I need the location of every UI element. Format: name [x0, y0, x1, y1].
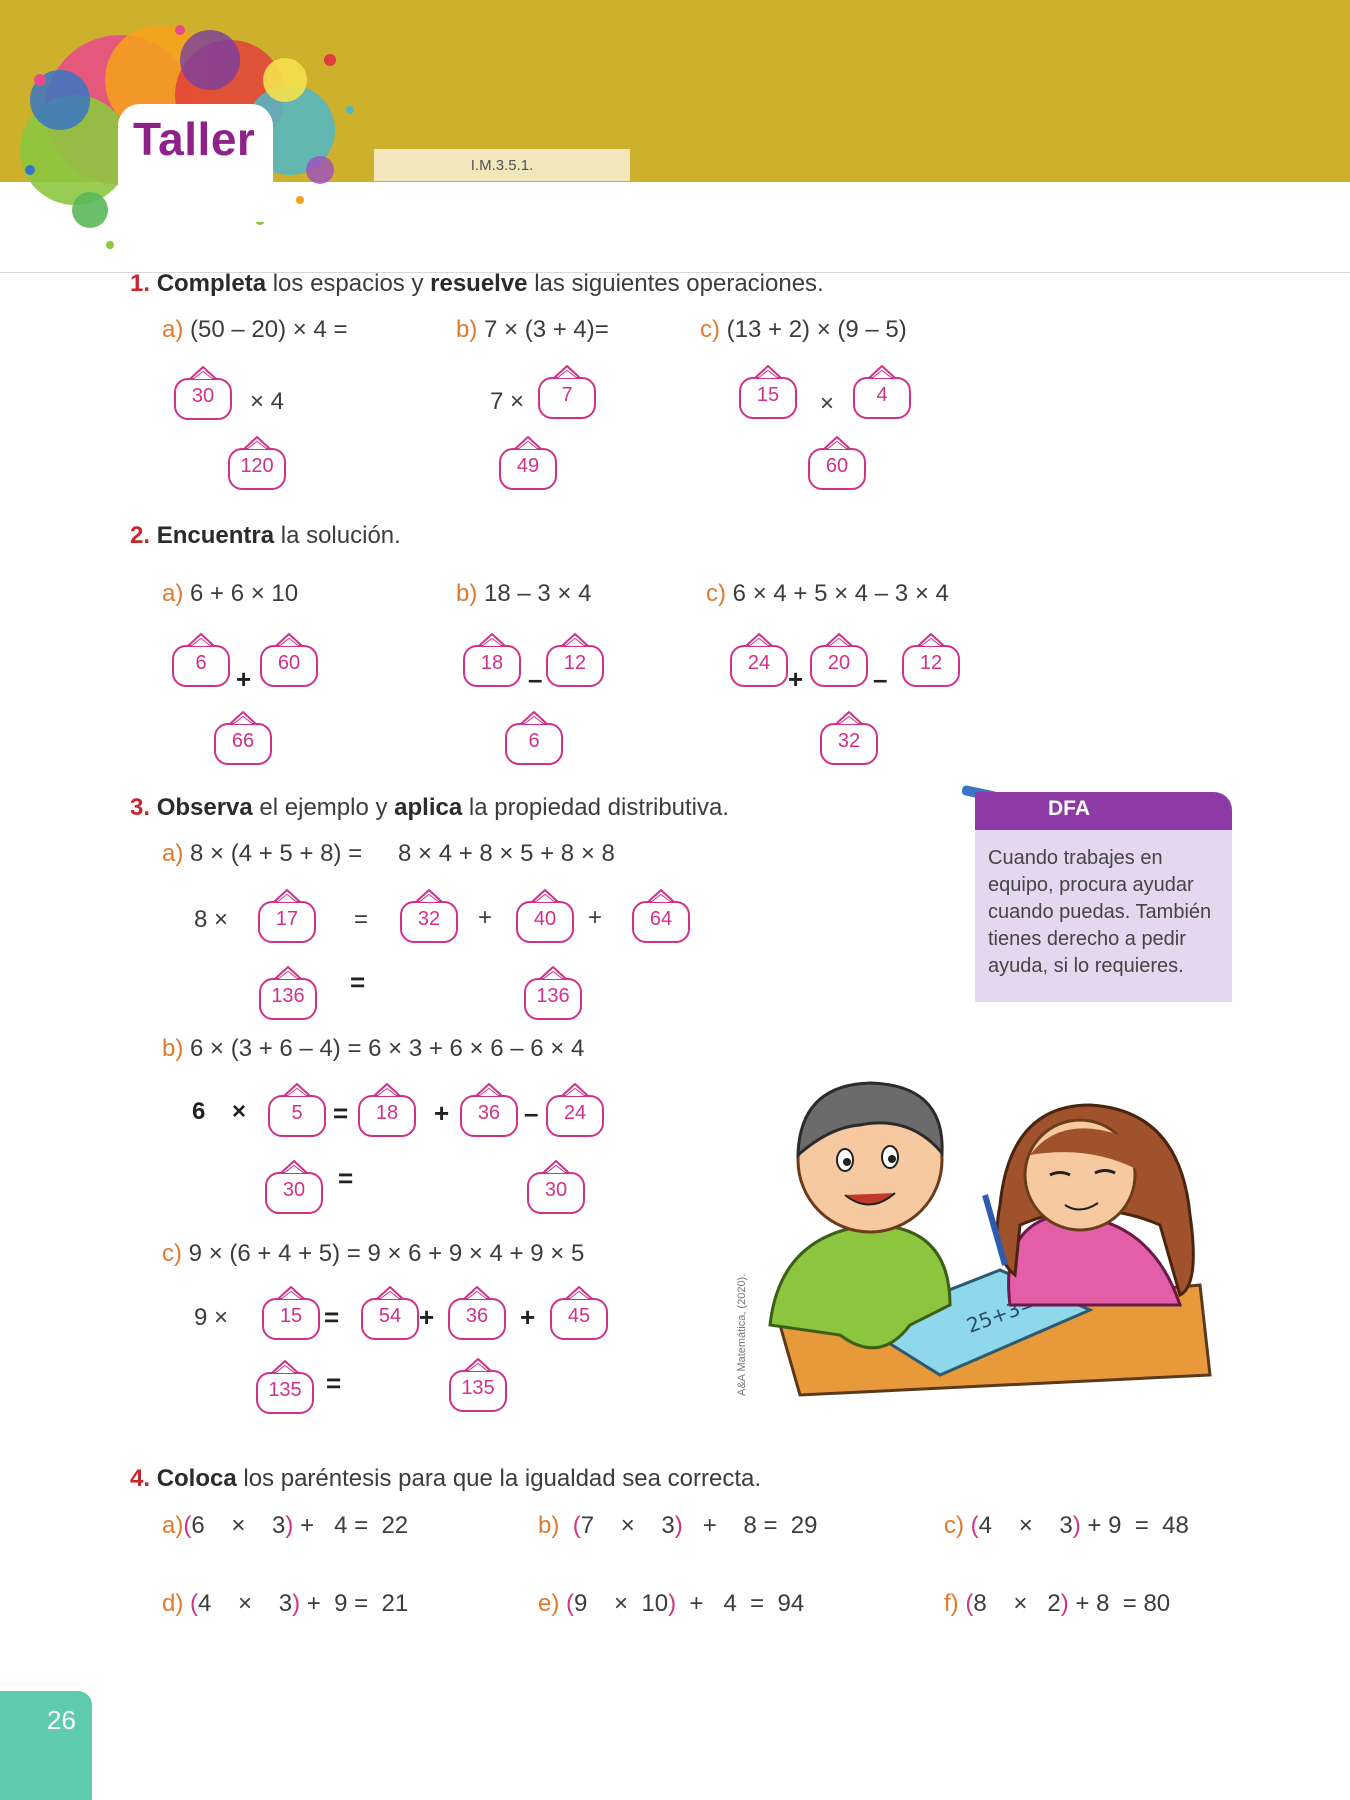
operator: =	[333, 1098, 349, 1128]
answer-bubble: 36	[458, 1080, 520, 1140]
q3b-expression: b) 6 × (3 + 6 – 4) = 6 × 3 + 6 × 6 – 6 × 4	[162, 1035, 585, 1062]
q2-instruction	[130, 522, 401, 550]
q2b-expression: b) 18 – 3 × 4	[456, 580, 592, 607]
image-credit: A&A Matemática, (2020).	[736, 1273, 748, 1396]
q4-verb: Coloca	[156, 1465, 237, 1492]
answer-bubble: 12	[900, 630, 962, 690]
answer-bubble: 15	[737, 362, 799, 422]
dfa-header	[975, 792, 1232, 830]
answer-bubble: 54	[359, 1283, 421, 1343]
q2a-expression: a) 6 + 6 × 10	[162, 580, 299, 607]
answer-bubble: 17	[256, 886, 318, 946]
answer-bubble: 30	[525, 1157, 587, 1217]
children-studying-illustration	[760, 1075, 1220, 1405]
page-number-tab	[0, 1691, 92, 1800]
answer-bubble: 49	[497, 433, 559, 493]
q1-number: 1.	[130, 270, 151, 297]
q4-item-b: b) (7 × 3) + 8 = 29	[538, 1512, 818, 1539]
answer-bubble: 45	[548, 1283, 610, 1343]
q3-rest: la propiedad distributiva.	[462, 794, 730, 821]
operator: 6 ×	[192, 1098, 247, 1125]
q2c-expression: c) 6 × 4 + 5 × 4 – 3 × 4	[706, 580, 949, 607]
operator: =	[354, 906, 369, 933]
operator: –	[524, 1098, 539, 1128]
q2-rest: la solución.	[274, 522, 401, 549]
answer-bubble: 5	[266, 1080, 328, 1140]
operator: +	[434, 1098, 450, 1128]
answer-bubble: 30	[172, 363, 234, 423]
q1c-expression: c) (13 + 2) × (9 – 5)	[700, 316, 907, 343]
answer-bubble: 40	[514, 886, 576, 946]
q3-number: 3.	[130, 794, 151, 821]
operator: 7 ×	[490, 388, 525, 415]
operator: 8 ×	[194, 906, 229, 933]
answer-bubble: 135	[447, 1355, 509, 1415]
page-number: 26	[47, 1705, 76, 1735]
q3-mid: el ejemplo y	[252, 794, 395, 821]
operator: +	[588, 904, 603, 931]
q4-item-c: c) (4 × 3) + 9 = 48	[944, 1512, 1189, 1539]
answer-bubble: 18	[356, 1080, 418, 1140]
q4-item-a: a)(6 × 3) + 4 = 22	[162, 1512, 409, 1539]
svg-text:25+3= 8÷2=: 25+3=	[963, 1290, 1040, 1338]
q4-rest: los paréntesis para que la igualdad sea correcta.	[236, 1465, 762, 1492]
operator: +	[520, 1302, 536, 1332]
operator: –	[528, 664, 543, 694]
answer-bubble: 66	[212, 708, 274, 768]
operator: +	[236, 664, 252, 694]
operator: × 4	[250, 388, 285, 415]
answer-bubble: 7	[536, 362, 598, 422]
q2-verb: Encuentra	[156, 522, 275, 549]
q3a-expression: a) 8 × (4 + 5 + 8) =	[162, 840, 363, 867]
answer-bubble: 20	[808, 630, 870, 690]
answer-bubble: 18	[461, 630, 523, 690]
answer-bubble: 136	[522, 963, 584, 1023]
operator: =	[326, 1368, 342, 1398]
answer-bubble: 24	[544, 1080, 606, 1140]
q1-verb1: Completa	[156, 270, 267, 297]
q4-item-e: e) (9 × 10) + 4 = 94	[538, 1590, 805, 1617]
answer-bubble: 135	[254, 1357, 316, 1417]
answer-bubble: 6	[170, 630, 232, 690]
q1b-expression: b) 7 × (3 + 4)=	[456, 316, 609, 343]
answer-bubble: 32	[398, 886, 460, 946]
operator: =	[350, 967, 366, 997]
operator: +	[478, 904, 493, 931]
q4-number: 4.	[130, 1465, 151, 1492]
q3a-expansion: 8 × 4 + 8 × 5 + 8 × 8	[398, 840, 615, 867]
operator: =	[324, 1302, 340, 1332]
answer-bubble: 12	[544, 630, 606, 690]
answer-bubble: 36	[446, 1283, 508, 1343]
operator: +	[419, 1302, 435, 1332]
operator: –	[873, 664, 888, 694]
operator: 9 ×	[194, 1304, 229, 1331]
skill-code: I.M.3.5.1.	[374, 149, 630, 181]
answer-bubble: 15	[260, 1283, 322, 1343]
q1a-expression: a) (50 – 20) × 4 =	[162, 316, 348, 343]
answer-bubble: 30	[263, 1157, 325, 1217]
q1-rest: las siguientes operaciones.	[527, 270, 824, 297]
operator: +	[788, 664, 804, 694]
answer-bubble: 120	[226, 433, 288, 493]
operator: ×	[820, 390, 835, 417]
q4-item-d: d) (4 × 3) + 9 = 21	[162, 1590, 409, 1617]
dfa-text: Cuando trabajes en equipo, procura ayudar cuando puedas. También tienes derecho a pedir ayuda, si lo requieres.	[988, 847, 1212, 977]
answer-bubble: 24	[728, 630, 790, 690]
answer-bubble: 6	[503, 708, 565, 768]
q3-instruction	[130, 794, 729, 822]
operator: =	[338, 1163, 354, 1193]
dfa-title: DFA	[1048, 797, 1090, 820]
q3-verb2: aplica	[394, 794, 463, 821]
answer-bubble: 136	[257, 963, 319, 1023]
q1-verb2: resuelve	[430, 270, 528, 297]
answer-bubble: 32	[818, 708, 880, 768]
q4-instruction	[130, 1465, 761, 1493]
q3c-expression: c) 9 × (6 + 4 + 5) = 9 × 6 + 9 × 4 + 9 × 5	[162, 1240, 585, 1267]
q1-instruction	[130, 270, 824, 298]
q1-mid: los espacios y	[266, 270, 431, 297]
answer-bubble: 4	[851, 362, 913, 422]
answer-bubble: 64	[630, 886, 692, 946]
q2-number: 2.	[130, 522, 151, 549]
q3-verb1: Observa	[156, 794, 253, 821]
page-title: Taller	[133, 113, 256, 165]
answer-bubble: 60	[806, 433, 868, 493]
q4-item-f: f) (8 × 2) + 8 = 80	[944, 1590, 1171, 1617]
answer-bubble: 60	[258, 630, 320, 690]
